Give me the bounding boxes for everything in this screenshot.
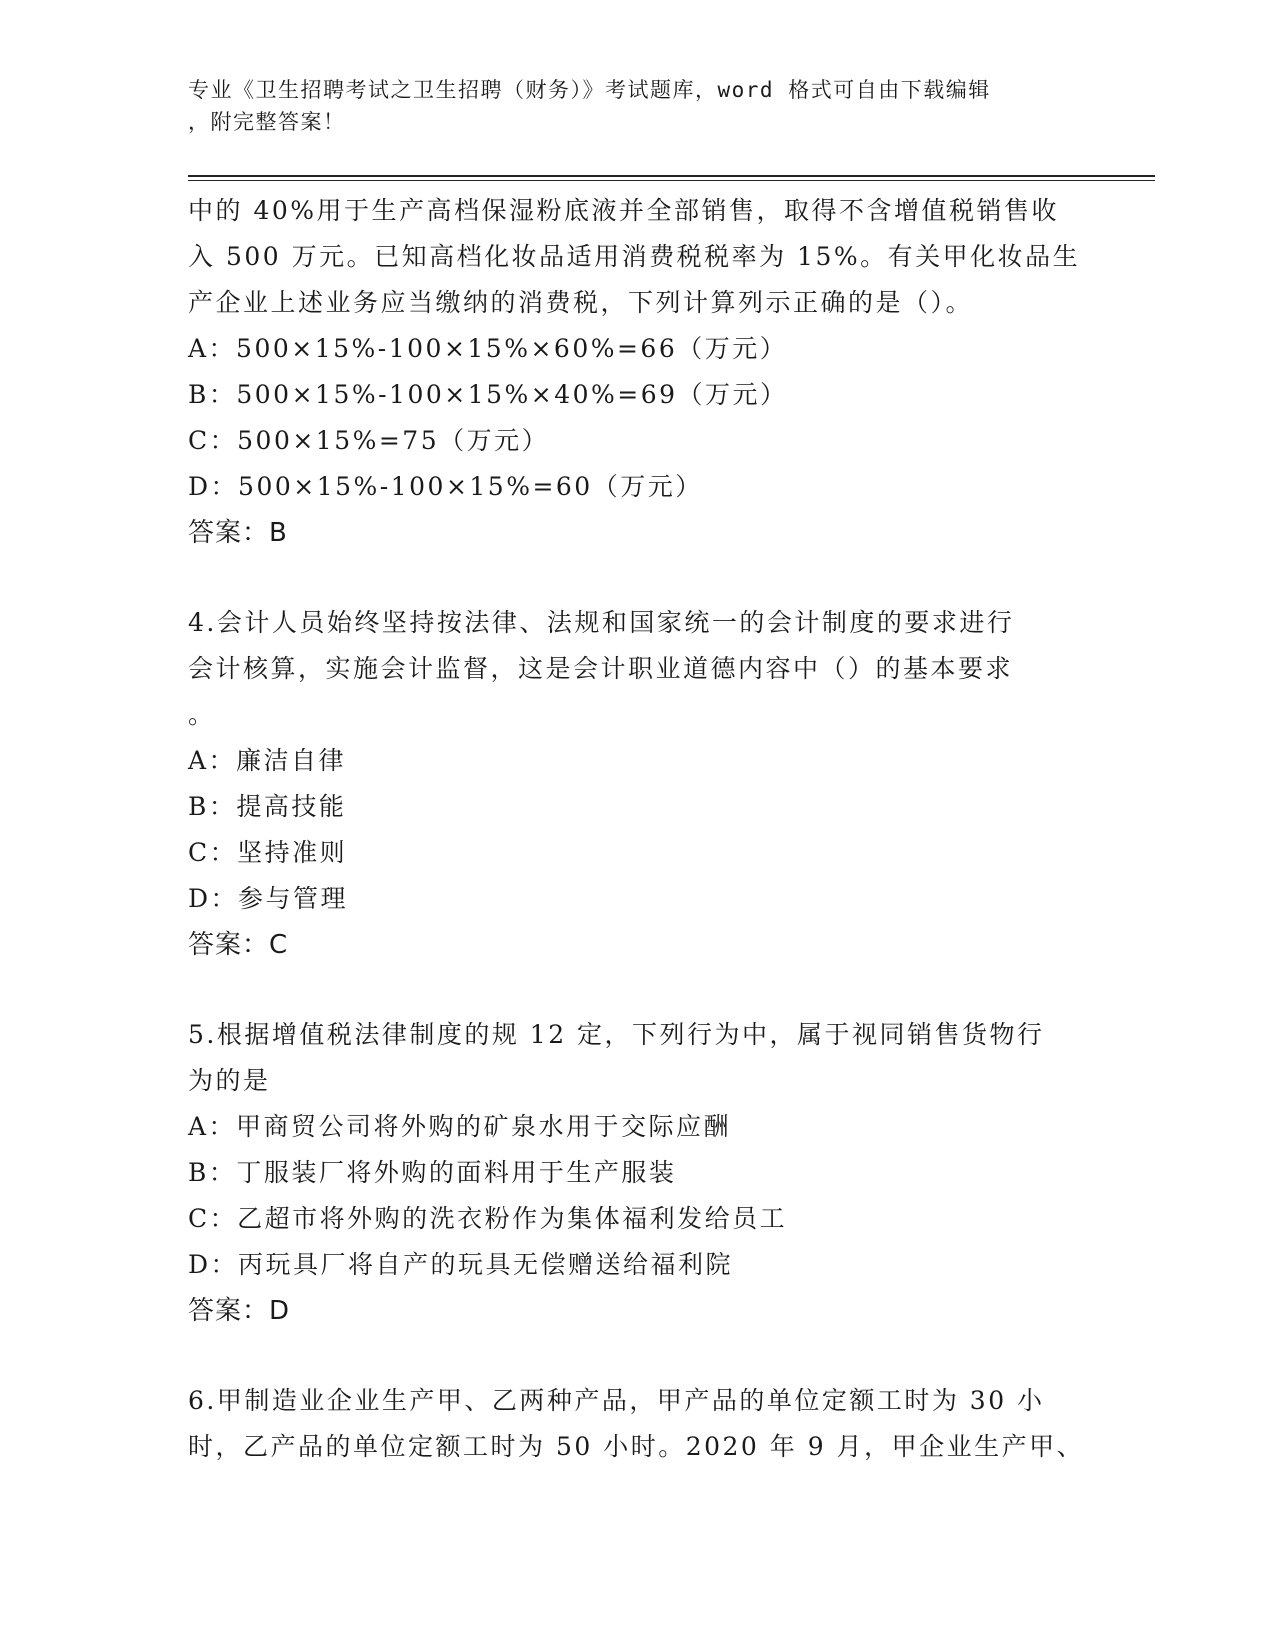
question-stem-line: 产企业上述业务应当缴纳的消费税，下列计算列示正确的是（）。 [188, 288, 974, 317]
question-5 [188, 1012, 1088, 1334]
question-stem-line: 6.甲制造业企业生产甲、乙两种产品，甲产品的单位定额工时为 30 小 [188, 1386, 1045, 1415]
option-b: B：丁服装厂将外购的面料用于生产服装 [188, 1158, 677, 1187]
option-c: C：乙超市将外购的洗衣粉作为集体福利发给员工 [188, 1204, 788, 1233]
question-stem-line: 时，乙产品的单位定额工时为 50 小时。2020 年 9 月，甲企业生产甲、 [188, 1432, 1085, 1461]
spacer [188, 556, 1088, 600]
option-a: A：廉洁自律 [188, 746, 347, 775]
question-stem-line: 为的是 [188, 1066, 271, 1095]
answer: 答案：B [188, 518, 288, 548]
document-header [188, 74, 1088, 138]
header-divider [188, 175, 1155, 181]
answer: 答案：D [188, 1296, 291, 1326]
header-title-line-1: 专业《卫生招聘考试之卫生招聘（财务）》考试题库，word 格式可自由下载编辑 [188, 78, 991, 102]
option-b: B：提高技能 [188, 792, 347, 821]
question-stem-line: 5.根据增值税法律制度的规 12 定，下列行为中，属于视同销售货物行 [188, 1020, 1045, 1049]
question-stem-line: 4.会计人员始终坚持按法律、法规和国家统一的会计制度的要求进行 [188, 608, 1015, 637]
header-title-line-2: ，附完整答案！ [188, 110, 346, 134]
answer: 答案：C [188, 930, 289, 960]
question-stem-line: 中的 40%用于生产高档保湿粉底液并全部销售，取得不含增值税销售收 [188, 196, 1060, 225]
option-d: D：500×15%-100×15%=60（万元） [188, 472, 703, 501]
option-a: A：甲商贸公司将外购的矿泉水用于交际应酬 [188, 1112, 732, 1141]
question-4 [188, 600, 1088, 968]
question-stem-line: 入 500 万元。已知高档化妆品适用消费税税率为 15%。有关甲化妆品生 [188, 242, 1081, 271]
spacer [188, 1334, 1088, 1378]
option-d: D：丙玩具厂将自产的玩具无偿赠送给福利院 [188, 1250, 734, 1279]
spacer [188, 968, 1088, 1012]
option-d: D：参与管理 [188, 884, 349, 913]
question-stem-line: 会计核算，实施会计监督，这是会计职业道德内容中（）的基本要求 [188, 654, 1014, 683]
question-stem-line: 。 [188, 700, 216, 729]
option-b: B：500×15%-100×15%×40%=69（万元） [188, 380, 788, 409]
option-c: C：500×15%=75（万元） [188, 426, 550, 455]
option-a: A：500×15%-100×15%×60%=66（万元） [188, 334, 788, 363]
question-3 [188, 188, 1088, 556]
document-body [188, 188, 1088, 1470]
option-c: C：坚持准则 [188, 838, 348, 867]
question-6 [188, 1378, 1088, 1470]
